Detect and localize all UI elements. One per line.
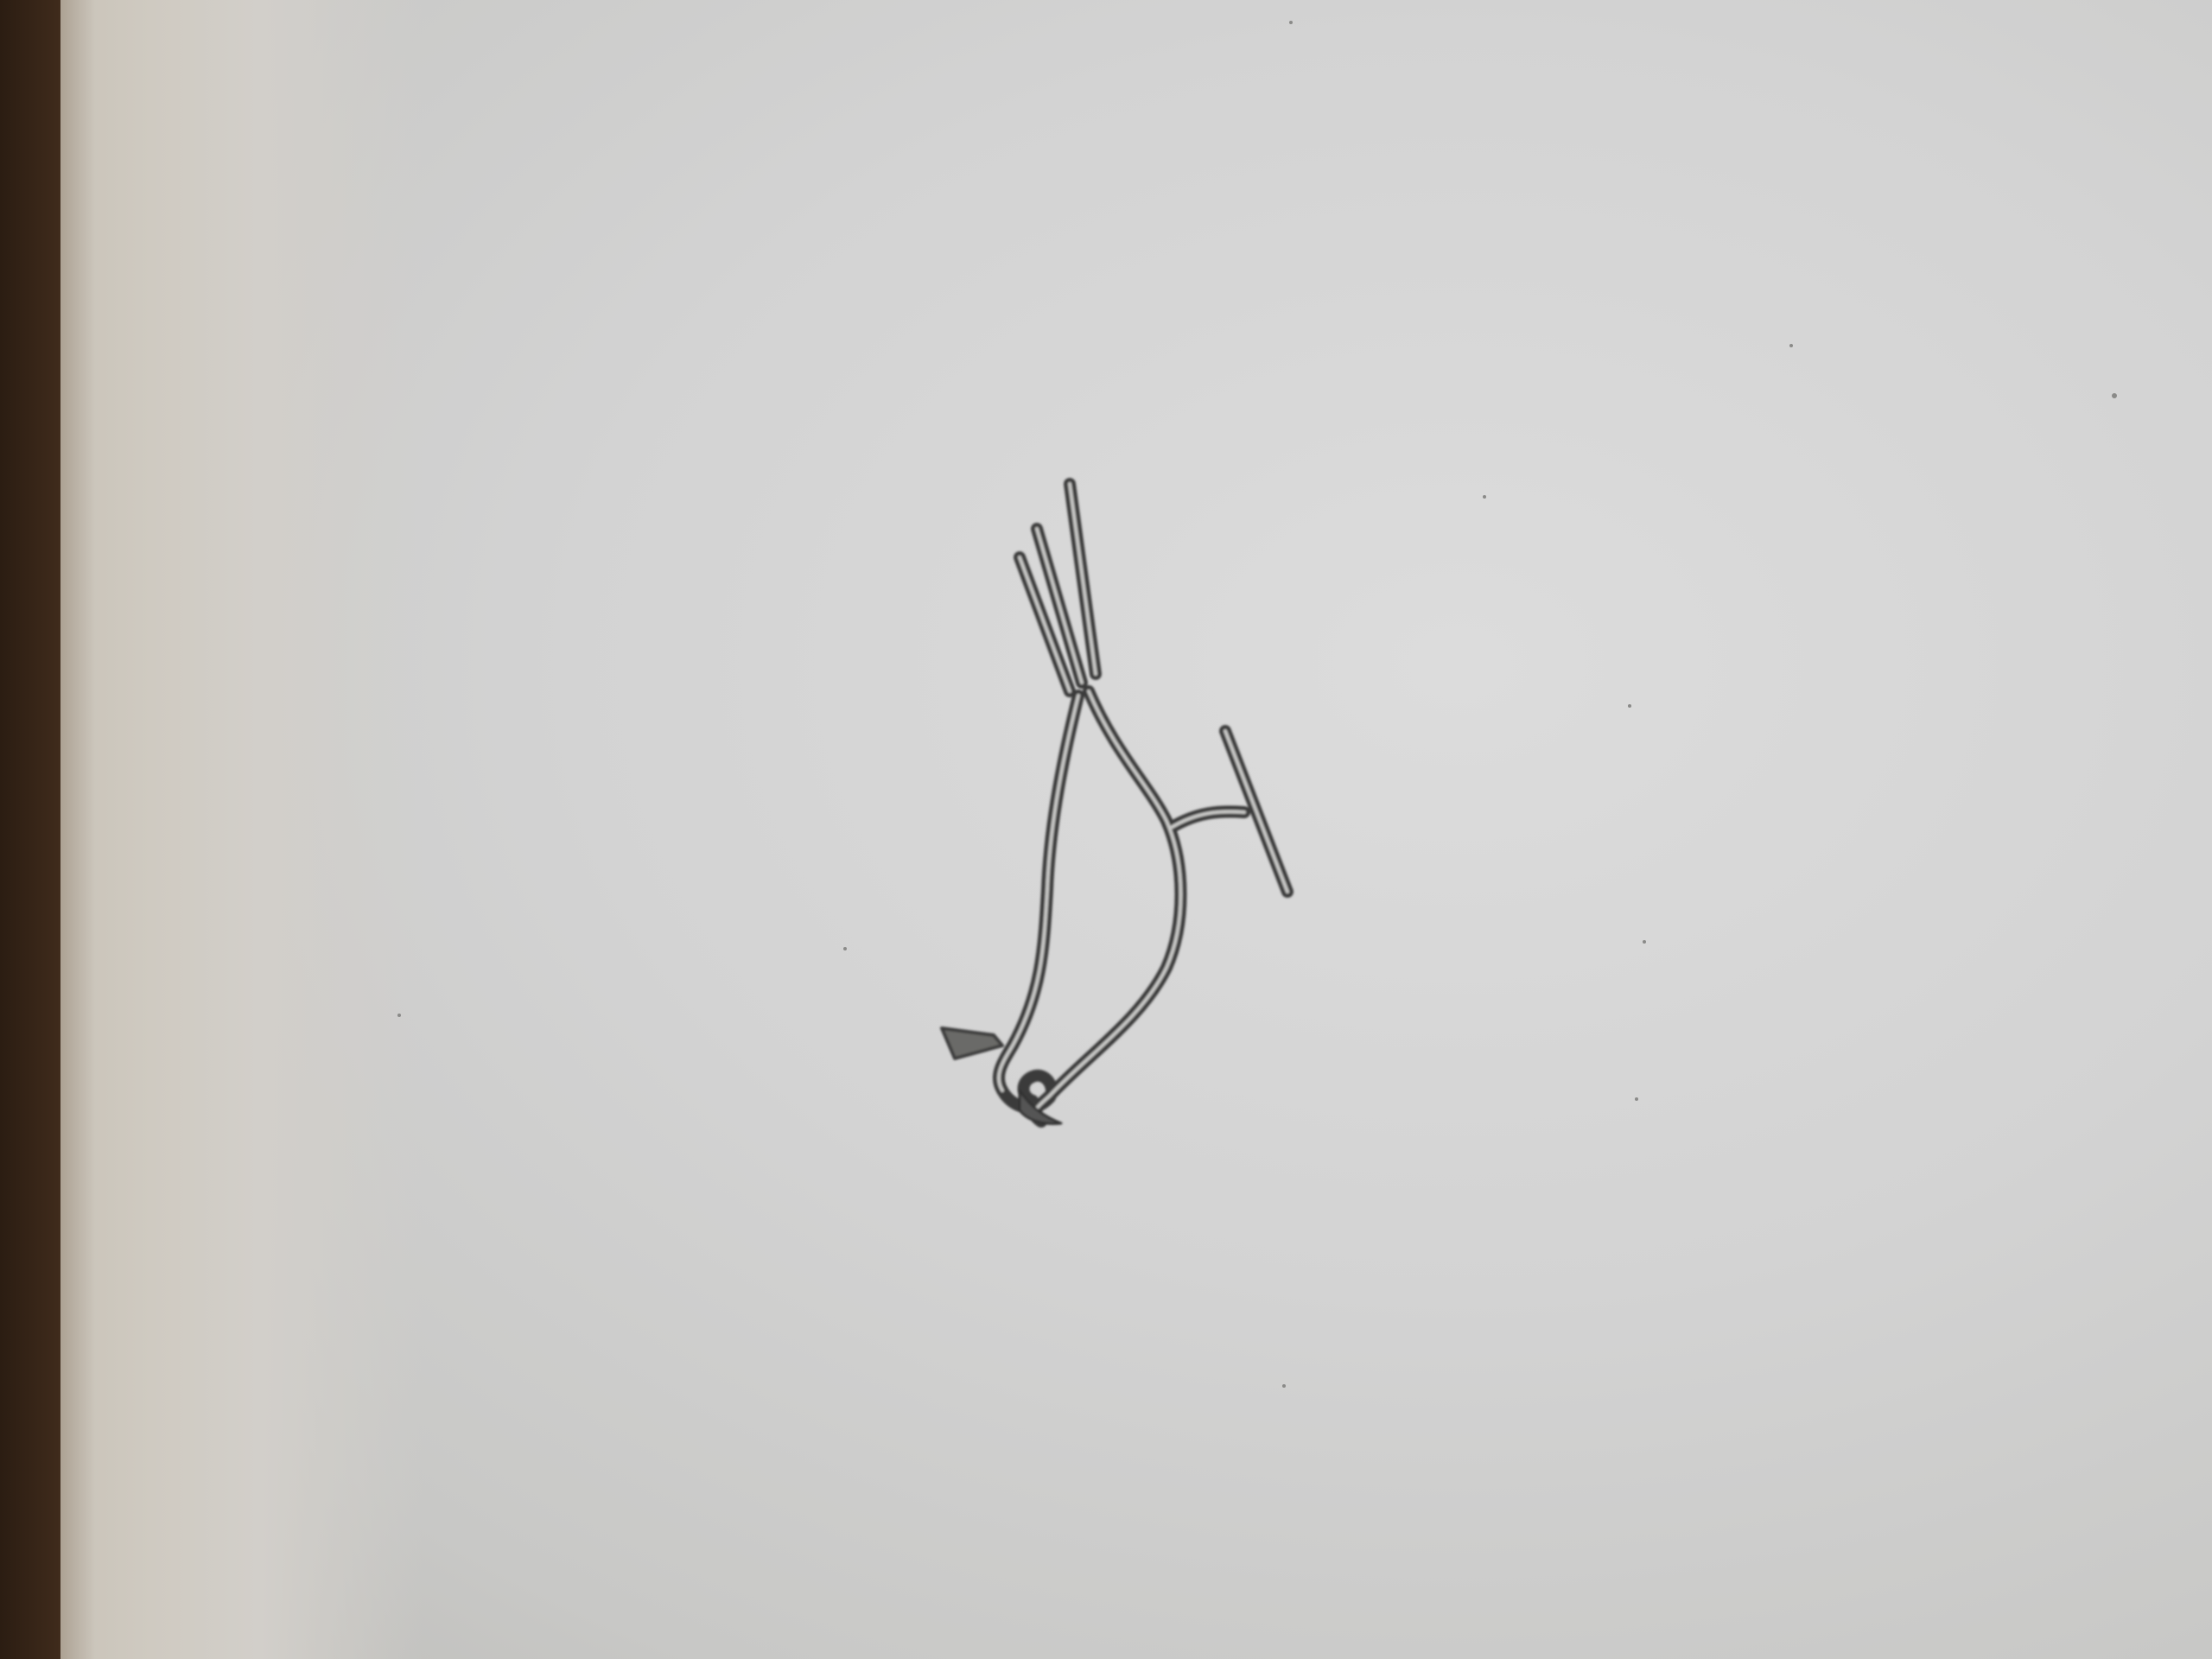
- sketch-strokes: [942, 484, 1287, 1123]
- foot-wedge: [942, 1028, 1002, 1058]
- handle-right-curve: [1035, 691, 1181, 1122]
- paper-specks: [397, 21, 2117, 1388]
